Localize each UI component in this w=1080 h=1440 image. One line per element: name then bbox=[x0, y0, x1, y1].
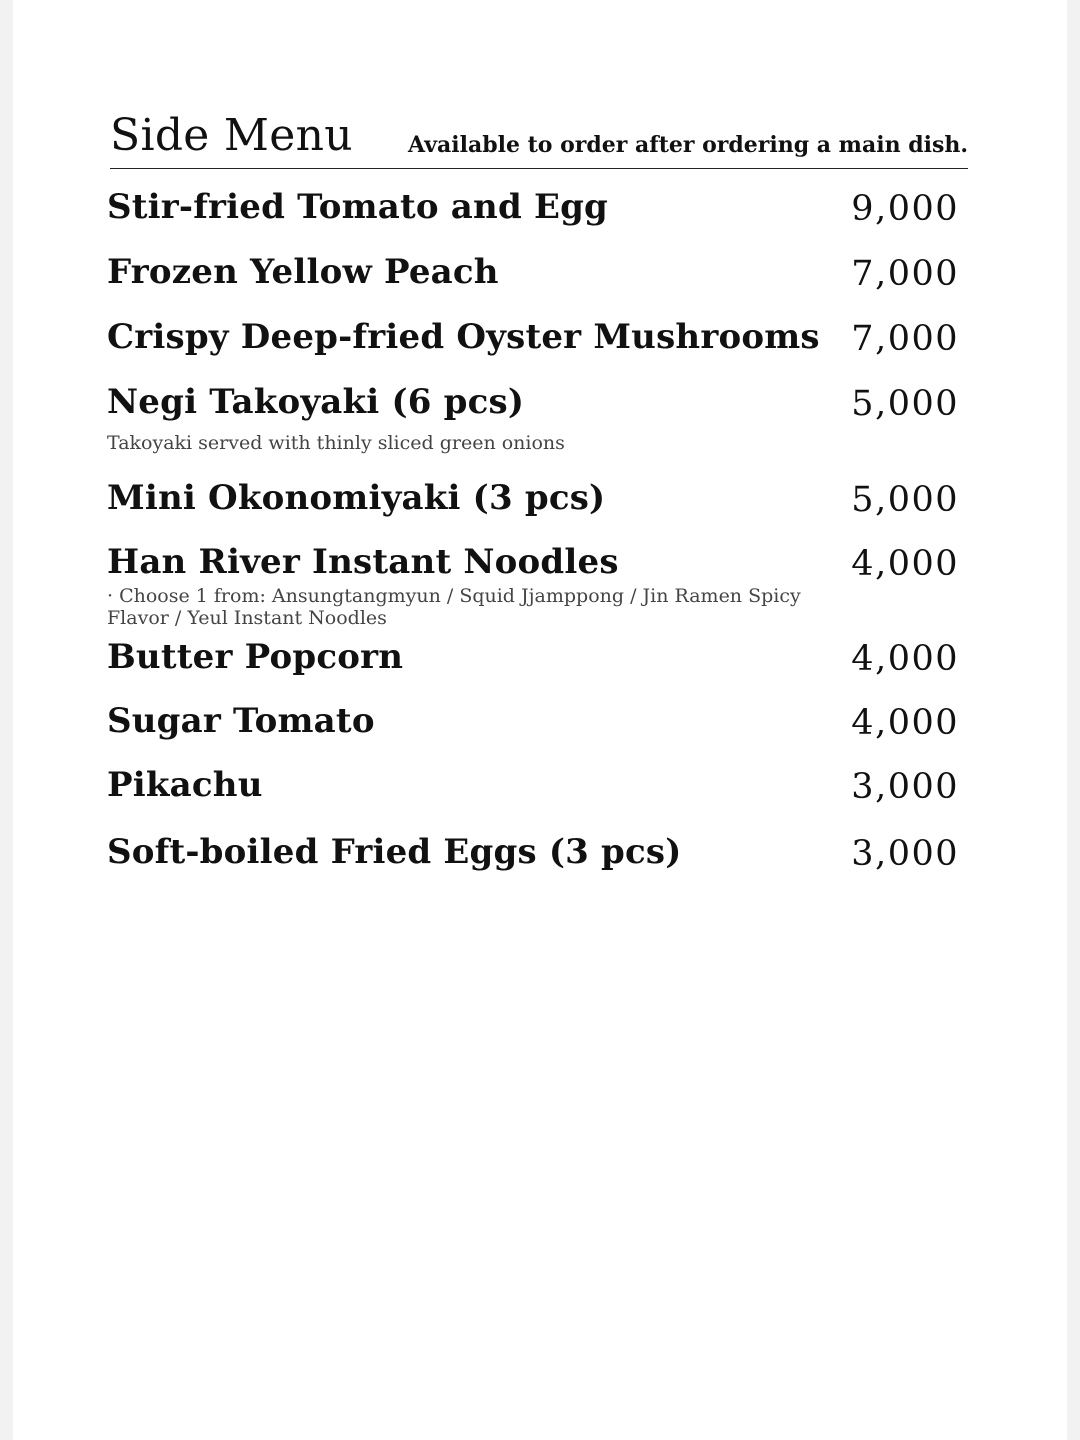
menu-item-name: Frozen Yellow Peach bbox=[107, 252, 499, 292]
menu-note: Available to order after ordering a main dish. bbox=[408, 132, 968, 158]
menu-item-price: 5,000 bbox=[851, 480, 959, 520]
menu-page bbox=[13, 0, 1067, 1440]
page-title: Side Menu bbox=[110, 110, 353, 161]
menu-item-name: Mini Okonomiyaki (3 pcs) bbox=[107, 478, 606, 518]
menu-item-price: 3,000 bbox=[851, 767, 959, 807]
menu-item-description: Takoyaki served with thinly sliced green onions bbox=[107, 432, 565, 454]
menu-item-price: 9,000 bbox=[851, 189, 959, 229]
menu-header bbox=[110, 108, 968, 169]
menu-item-name: Pikachu bbox=[107, 765, 263, 805]
menu-item-name: Crispy Deep-fried Oyster Mushrooms bbox=[107, 317, 820, 357]
menu-item-price: 5,000 bbox=[851, 384, 959, 424]
menu-item-name: Stir-fried Tomato and Egg bbox=[107, 187, 609, 227]
menu-item-name: Negi Takoyaki (6 pcs) bbox=[107, 382, 525, 422]
menu-item-name: Han River Instant Noodles bbox=[107, 542, 619, 582]
menu-item-price: 7,000 bbox=[851, 254, 959, 294]
menu-item-price: 7,000 bbox=[851, 319, 959, 359]
menu-item-price: 3,000 bbox=[851, 834, 959, 874]
menu-item-name: Sugar Tomato bbox=[107, 701, 375, 741]
menu-item-name: Soft-boiled Fried Eggs (3 pcs) bbox=[107, 832, 682, 872]
menu-item-description: · Choose 1 from: Ansungtangmyun / Squid Jjamppong / Jin Ramen Spicy Flavor / Yeul Instant Noodles bbox=[107, 585, 801, 629]
menu-item-price: 4,000 bbox=[851, 544, 959, 584]
menu-item-price: 4,000 bbox=[851, 703, 959, 743]
menu-item-price: 4,000 bbox=[851, 639, 959, 679]
menu-item-name: Butter Popcorn bbox=[107, 637, 404, 677]
